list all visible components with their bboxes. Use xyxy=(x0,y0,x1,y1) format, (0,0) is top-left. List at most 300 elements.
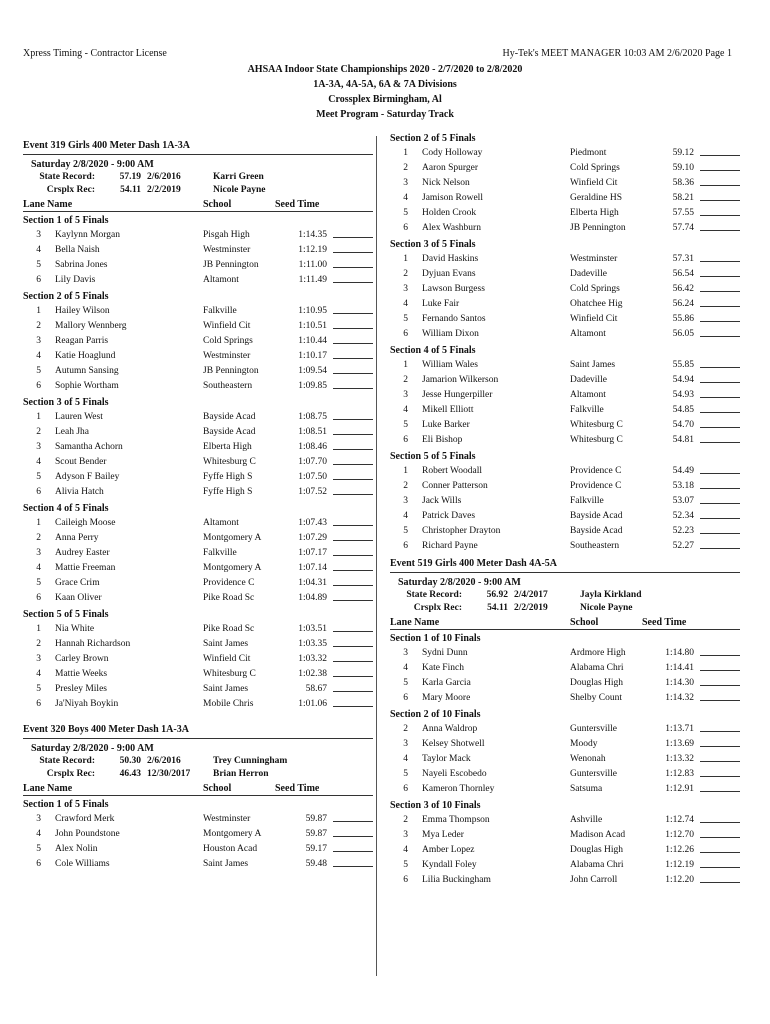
result-blank xyxy=(700,191,740,201)
seed-time: 1:02.38 xyxy=(298,669,327,679)
result-blank xyxy=(333,304,373,314)
crossplex-record xyxy=(390,602,740,615)
seed-time: 1:07.14 xyxy=(298,563,327,573)
entry-row xyxy=(390,691,740,706)
lane-number: 2 xyxy=(403,815,408,825)
entry-row xyxy=(390,539,740,554)
seed-time: 1:13.32 xyxy=(665,754,694,764)
seed-time: 54.85 xyxy=(672,405,694,415)
lane-number: 3 xyxy=(403,739,408,749)
seed-time: 1:11.00 xyxy=(298,260,327,270)
result-blank xyxy=(333,455,373,465)
entry-row xyxy=(23,682,373,697)
seed-time: 58.67 xyxy=(305,684,327,694)
entry-row xyxy=(390,146,740,161)
col-seed: Seed Time xyxy=(275,783,320,794)
result-blank xyxy=(700,873,740,883)
school-name: Saint James xyxy=(203,859,249,869)
lane-number: 4 xyxy=(403,663,408,673)
result-blank xyxy=(700,252,740,262)
athlete-name: Kyndall Foley xyxy=(422,860,477,870)
result-blank xyxy=(700,479,740,489)
entry-row xyxy=(390,206,740,221)
lane-number: 1 xyxy=(36,306,41,316)
lane-number: 6 xyxy=(403,329,408,339)
athlete-name: Aaron Spurger xyxy=(422,163,479,173)
section-heading: Section 1 of 5 Finals xyxy=(23,799,109,810)
seed-time: 56.54 xyxy=(672,269,694,279)
record-time: 57.19 xyxy=(119,172,141,182)
entry-row xyxy=(390,358,740,373)
lane-number: 6 xyxy=(403,541,408,551)
result-blank xyxy=(700,206,740,216)
result-blank xyxy=(700,433,740,443)
lane-number: 4 xyxy=(36,669,41,679)
school-name: Westminster xyxy=(203,814,251,824)
record-date: 2/2/2019 xyxy=(514,603,548,613)
school-name: Providence C xyxy=(203,578,255,588)
entry-row xyxy=(23,379,373,394)
lane-number: 1 xyxy=(403,466,408,476)
seed-time: 59.17 xyxy=(305,844,327,854)
state-record xyxy=(23,755,373,768)
event-title: Event 319 Girls 400 Meter Dash 1A-3A xyxy=(23,140,373,155)
col-seed: Seed Time xyxy=(642,617,687,628)
school-name: Piedmont xyxy=(570,148,607,158)
school-name: Guntersville xyxy=(570,724,617,734)
entry-row xyxy=(390,403,740,418)
lane-number: 6 xyxy=(403,223,408,233)
result-blank xyxy=(700,373,740,383)
athlete-name: Kaan Oliver xyxy=(55,593,102,603)
seed-time: 1:03.51 xyxy=(298,624,327,634)
school-name: Pike Road Sc xyxy=(203,593,255,603)
school-name: Alabama Chri xyxy=(570,860,624,870)
athlete-name: Emma Thompson xyxy=(422,815,490,825)
lane-number: 4 xyxy=(36,351,41,361)
athlete-name: Conner Patterson xyxy=(422,481,488,491)
entry-row xyxy=(390,252,740,267)
lane-number: 1 xyxy=(403,360,408,370)
seed-time: 1:07.17 xyxy=(298,548,327,558)
lane-number: 3 xyxy=(403,830,408,840)
seed-time: 1:09.54 xyxy=(298,366,327,376)
school-name: Houston Acad xyxy=(203,844,258,854)
section-heading: Section 2 of 5 Finals xyxy=(390,133,476,144)
result-blank xyxy=(700,767,740,777)
entry-row xyxy=(390,661,740,676)
school-name: Bayside Acad xyxy=(570,526,623,536)
entry-row xyxy=(23,857,373,872)
seed-time: 1:10.51 xyxy=(298,321,327,331)
seed-time: 1:14.32 xyxy=(665,693,694,703)
col-lane: Lane xyxy=(23,783,45,794)
entry-row xyxy=(23,455,373,470)
result-blank xyxy=(700,358,740,368)
lane-number: 4 xyxy=(36,563,41,573)
event-session: Saturday 2/8/2020 - 9:00 AM xyxy=(31,159,154,170)
school-name: Westminster xyxy=(203,351,251,361)
seed-time: 55.86 xyxy=(672,314,694,324)
athlete-name: Luke Barker xyxy=(422,420,470,430)
entry-row xyxy=(390,479,740,494)
entry-row xyxy=(390,524,740,539)
entry-row xyxy=(390,312,740,327)
entry-row xyxy=(23,440,373,455)
result-blank xyxy=(333,827,373,837)
entry-row xyxy=(390,388,740,403)
school-name: Falkville xyxy=(203,306,237,316)
seed-time: 1:12.83 xyxy=(665,769,694,779)
athlete-name: Kate Finch xyxy=(422,663,464,673)
athlete-name: Presley Miles xyxy=(55,684,107,694)
result-blank xyxy=(700,176,740,186)
lane-number: 4 xyxy=(403,845,408,855)
athlete-name: Kameron Thornley xyxy=(422,784,495,794)
athlete-name: Sydni Dunn xyxy=(422,648,468,658)
lane-number: 3 xyxy=(403,648,408,658)
entry-row xyxy=(23,516,373,531)
school-name: Satsuma xyxy=(570,784,603,794)
seed-time: 1:12.74 xyxy=(665,815,694,825)
entry-row xyxy=(23,334,373,349)
meet-title: AHSAA Indoor State Championships 2020 - 2/7/2020 to 2/8/2020 xyxy=(247,64,523,75)
col-lane-name xyxy=(23,782,203,795)
result-blank xyxy=(333,652,373,662)
header-right: Hy-Tek's MEET MANAGER 10:03 AM 2/6/2020 Page 1 xyxy=(502,48,732,59)
result-blank xyxy=(333,667,373,677)
athlete-name: Crawford Merk xyxy=(55,814,115,824)
school-name: Falkville xyxy=(570,405,604,415)
meet-venue: Crossplex Birmingham, Al xyxy=(328,94,442,105)
entry-row xyxy=(390,176,740,191)
section-heading: Section 5 of 5 Finals xyxy=(23,609,109,620)
athlete-name: Leah Jha xyxy=(55,427,90,437)
seed-time: 59.12 xyxy=(672,148,694,158)
result-blank xyxy=(333,349,373,359)
seed-time: 55.85 xyxy=(672,360,694,370)
result-blank xyxy=(333,243,373,253)
right-column-bottom xyxy=(390,556,740,888)
school-name: Winfield Cit xyxy=(570,178,618,188)
seed-time: 1:12.26 xyxy=(665,845,694,855)
school-name: Whitesburg C xyxy=(203,457,256,467)
school-name: Montgomery A xyxy=(203,563,262,573)
seed-time: 1:07.50 xyxy=(298,472,327,482)
athlete-name: Alex Washburn xyxy=(422,223,481,233)
school-name: Douglas High xyxy=(570,678,624,688)
result-blank xyxy=(700,828,740,838)
column-headers xyxy=(23,198,373,212)
result-blank xyxy=(333,576,373,586)
col-name: Name xyxy=(47,199,73,210)
school-name: Fyffe High S xyxy=(203,487,253,497)
athlete-name: Lawson Burgess xyxy=(422,284,485,294)
entry-row xyxy=(390,843,740,858)
state-record xyxy=(23,171,373,184)
record-label: State Record: xyxy=(406,590,462,600)
meet-program: Meet Program - Saturday Track xyxy=(316,109,454,120)
section-heading: Section 5 of 5 Finals xyxy=(390,451,476,462)
record-time: 50.30 xyxy=(119,756,141,766)
athlete-name: Adyson F Bailey xyxy=(55,472,120,482)
result-blank xyxy=(700,752,740,762)
entry-row xyxy=(23,425,373,440)
seed-time: 1:07.29 xyxy=(298,533,327,543)
school-name: John Carroll xyxy=(570,875,618,885)
lane-number: 5 xyxy=(36,472,41,482)
athlete-name: Christopher Drayton xyxy=(422,526,501,536)
seed-time: 1:10.95 xyxy=(298,306,327,316)
school-name: Cold Springs xyxy=(570,163,620,173)
result-blank xyxy=(700,661,740,671)
entry-row xyxy=(390,722,740,737)
entry-row xyxy=(390,282,740,297)
seed-time: 59.87 xyxy=(305,829,327,839)
lane-number: 6 xyxy=(403,693,408,703)
col-school: School xyxy=(570,617,599,628)
athlete-name: Katie Hoaglund xyxy=(55,351,116,361)
result-blank xyxy=(333,622,373,632)
entry-row xyxy=(23,258,373,273)
lane-number: 4 xyxy=(403,405,408,415)
entry-row xyxy=(23,637,373,652)
result-blank xyxy=(700,327,740,337)
right-column-top xyxy=(390,130,740,554)
seed-time: 1:07.43 xyxy=(298,518,327,528)
entry-row xyxy=(23,842,373,857)
entry-row xyxy=(390,646,740,661)
athlete-name: Ja'Niyah Boykin xyxy=(55,699,119,709)
result-blank xyxy=(700,161,740,171)
seed-time: 1:12.91 xyxy=(665,784,694,794)
section-heading: Section 3 of 5 Finals xyxy=(390,239,476,250)
lane-number: 2 xyxy=(36,533,41,543)
result-blank xyxy=(700,858,740,868)
seed-time: 53.18 xyxy=(672,481,694,491)
record-label: Crsplx Rec: xyxy=(46,185,95,195)
school-name: Cold Springs xyxy=(203,336,253,346)
col-seed: Seed Time xyxy=(275,199,320,210)
seed-time: 1:09.85 xyxy=(298,381,327,391)
lane-number: 6 xyxy=(36,381,41,391)
col-name: Name xyxy=(414,617,440,628)
lane-number: 2 xyxy=(36,321,41,331)
entry-row xyxy=(23,591,373,606)
col-lane-name xyxy=(23,198,203,211)
school-name: Guntersville xyxy=(570,769,617,779)
result-blank xyxy=(700,843,740,853)
entry-row xyxy=(390,767,740,782)
col-school: School xyxy=(203,783,232,794)
result-blank xyxy=(333,546,373,556)
record-date: 2/2/2019 xyxy=(147,185,181,195)
result-blank xyxy=(333,258,373,268)
entry-row xyxy=(390,373,740,388)
entry-row xyxy=(390,676,740,691)
col-lane: Lane xyxy=(23,199,45,210)
lane-number: 5 xyxy=(403,769,408,779)
col-lane: Lane xyxy=(390,617,412,628)
athlete-name: Lily Davis xyxy=(55,275,96,285)
result-blank xyxy=(333,682,373,692)
lane-number: 3 xyxy=(403,284,408,294)
lane-number: 6 xyxy=(36,593,41,603)
school-name: Shelby Count xyxy=(570,693,622,703)
result-blank xyxy=(333,379,373,389)
entry-row xyxy=(23,652,373,667)
result-blank xyxy=(333,425,373,435)
result-blank xyxy=(333,591,373,601)
entry-row xyxy=(390,464,740,479)
school-name: JB Pennington xyxy=(203,366,259,376)
school-name: Elberta High xyxy=(203,442,252,452)
entry-row xyxy=(23,697,373,712)
result-blank xyxy=(333,485,373,495)
event-title: Event 519 Girls 400 Meter Dash 4A-5A xyxy=(390,558,740,573)
entry-row xyxy=(23,273,373,288)
lane-number: 2 xyxy=(403,163,408,173)
athlete-name: Cole Williams xyxy=(55,859,110,869)
lane-number: 5 xyxy=(403,526,408,536)
result-blank xyxy=(333,531,373,541)
seed-time: 1:14.41 xyxy=(665,663,694,673)
record-label: Crsplx Rec: xyxy=(413,603,462,613)
seed-time: 59.87 xyxy=(305,814,327,824)
seed-time: 1:14.30 xyxy=(665,678,694,688)
record-date: 2/4/2017 xyxy=(514,590,548,600)
record-time: 46.43 xyxy=(119,769,141,779)
meet-divisions: 1A-3A, 4A-5A, 6A & 7A Divisions xyxy=(313,79,457,90)
athlete-name: Mallory Wennberg xyxy=(55,321,127,331)
result-blank xyxy=(700,509,740,519)
entry-row xyxy=(390,782,740,797)
seed-time: 1:08.51 xyxy=(298,427,327,437)
seed-time: 1:04.89 xyxy=(298,593,327,603)
lane-number: 2 xyxy=(403,724,408,734)
column-headers xyxy=(23,782,373,796)
seed-time: 1:04.31 xyxy=(298,578,327,588)
result-blank xyxy=(700,297,740,307)
athlete-name: Fernando Santos xyxy=(422,314,486,324)
lane-number: 5 xyxy=(36,684,41,694)
seed-time: 58.21 xyxy=(672,193,694,203)
result-blank xyxy=(333,364,373,374)
athlete-name: Kelsey Shotwell xyxy=(422,739,485,749)
result-blank xyxy=(700,524,740,534)
lane-number: 5 xyxy=(403,678,408,688)
school-name: Ardmore High xyxy=(570,648,626,658)
entry-row xyxy=(23,546,373,561)
athlete-name: Caileigh Moose xyxy=(55,518,116,528)
athlete-name: Richard Payne xyxy=(422,541,478,551)
record-time: 56.92 xyxy=(486,590,508,600)
seed-time: 1:07.70 xyxy=(298,457,327,467)
school-name: Falkville xyxy=(203,548,237,558)
lane-number: 2 xyxy=(403,375,408,385)
result-blank xyxy=(700,494,740,504)
lane-number: 5 xyxy=(36,260,41,270)
result-blank xyxy=(333,697,373,707)
athlete-name: William Wales xyxy=(422,360,478,370)
lane-number: 3 xyxy=(36,230,41,240)
result-blank xyxy=(333,334,373,344)
lane-number: 3 xyxy=(403,390,408,400)
seed-time: 57.55 xyxy=(672,208,694,218)
athlete-name: Mary Moore xyxy=(422,693,471,703)
result-blank xyxy=(333,319,373,329)
athlete-name: Robert Woodall xyxy=(422,466,483,476)
result-blank xyxy=(333,440,373,450)
athlete-name: Anna Perry xyxy=(55,533,99,543)
school-name: Pisgah High xyxy=(203,230,250,240)
entry-row xyxy=(23,561,373,576)
seed-time: 54.49 xyxy=(672,466,694,476)
school-name: Altamont xyxy=(570,390,606,400)
lane-number: 4 xyxy=(403,299,408,309)
result-blank xyxy=(700,722,740,732)
school-name: JB Pennington xyxy=(203,260,259,270)
record-holder: Trey Cunningham xyxy=(213,756,288,766)
lane-number: 3 xyxy=(403,496,408,506)
lane-number: 6 xyxy=(36,699,41,709)
entry-row xyxy=(23,485,373,500)
entry-row xyxy=(390,737,740,752)
school-name: Dadeville xyxy=(570,375,607,385)
entry-row xyxy=(390,191,740,206)
col-name: Name xyxy=(47,783,73,794)
entry-row xyxy=(23,576,373,591)
record-holder: Nicole Payne xyxy=(213,185,266,195)
school-name: JB Pennington xyxy=(570,223,626,233)
column-divider xyxy=(376,136,377,976)
lane-number: 2 xyxy=(403,481,408,491)
lane-number: 2 xyxy=(403,269,408,279)
school-name: Whitesburg C xyxy=(570,435,623,445)
school-name: Falkville xyxy=(570,496,604,506)
lane-number: 6 xyxy=(403,435,408,445)
athlete-name: Bella Naish xyxy=(55,245,100,255)
seed-time: 1:10.17 xyxy=(298,351,327,361)
result-blank xyxy=(700,282,740,292)
result-blank xyxy=(700,221,740,231)
athlete-name: Nick Nelson xyxy=(422,178,470,188)
record-holder: Nicole Payne xyxy=(580,603,633,613)
seed-time: 52.34 xyxy=(672,511,694,521)
entry-row xyxy=(390,858,740,873)
entry-row xyxy=(390,297,740,312)
entry-row xyxy=(390,161,740,176)
athlete-name: Lauren West xyxy=(55,412,103,422)
result-blank xyxy=(333,561,373,571)
section-heading: Section 1 of 5 Finals xyxy=(23,215,109,226)
lane-number: 3 xyxy=(36,548,41,558)
school-name: Mobile Chris xyxy=(203,699,254,709)
section-heading: Section 4 of 5 Finals xyxy=(390,345,476,356)
lane-number: 3 xyxy=(36,336,41,346)
school-name: Ashville xyxy=(570,815,603,825)
school-name: Southeastern xyxy=(203,381,253,391)
athlete-name: Nia White xyxy=(55,624,95,634)
header-left: Xpress Timing - Contractor License xyxy=(23,48,167,59)
athlete-name: Jesse Hungerpiller xyxy=(422,390,493,400)
seed-time: 54.81 xyxy=(672,435,694,445)
school-name: Altamont xyxy=(203,275,239,285)
athlete-name: Lilia Buckingham xyxy=(422,875,491,885)
section-heading: Section 3 of 10 Finals xyxy=(390,800,481,811)
result-blank xyxy=(700,539,740,549)
entry-row xyxy=(23,364,373,379)
